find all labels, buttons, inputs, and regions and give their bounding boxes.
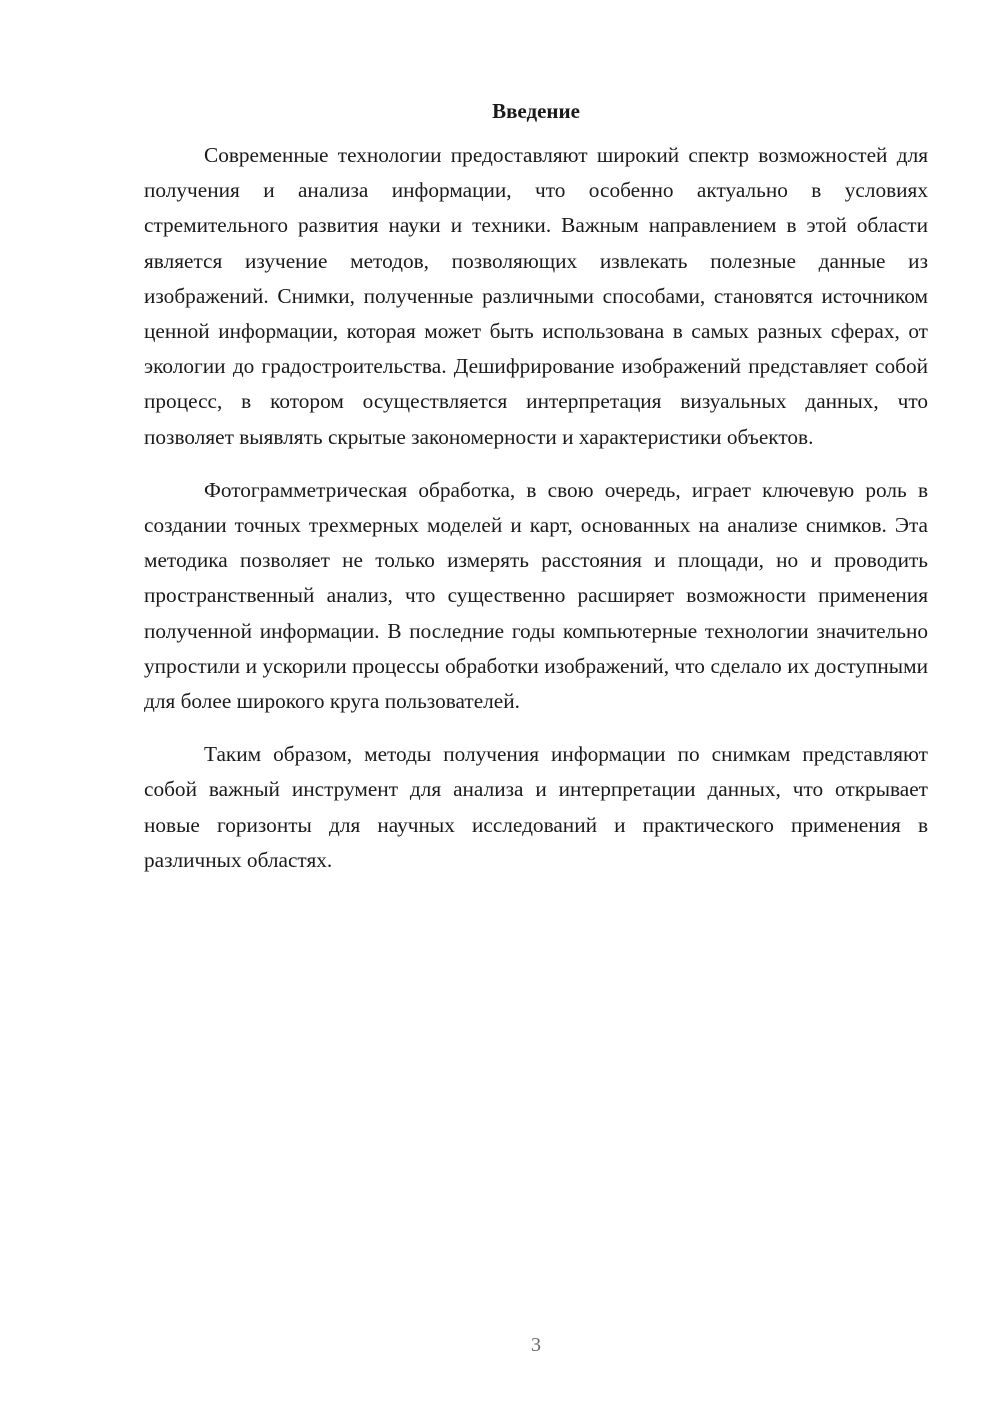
paragraph-photogrammetry: Фотограмметрическая обработка, в свою очередь, играет ключевую роль в создании точных трехмерных моделей и карт, основанных на анализе снимков. Эта методика позволяет не только измерять расстояния и площади, но и проводить пространственный анализ, что существенно расширяет возможности применения полученной информации. В последние годы компьютерные технологии значительно упростили и ускорили процессы обработки изображений, что сделало их доступными для более широкого круга пользователей. bbox=[144, 477, 928, 714]
page-number: 3 bbox=[531, 1334, 541, 1356]
paragraph-intro: Современные технологии предоставляют широкий спектр возможностей для получения и анализа информации, что особенно актуально в условиях стремительного развития науки и техники. Важным направлением в этой области является изучение методов, позволяющих извлекать полезные данные из изображений. Снимки, полученные различными способами, становятся источником ценной информации, которая может быть использована в самых разных сферах, от экологии до градостроительства. Дешифрирование изображений представляет собой процесс, в котором осуществляется интерпретация визуальных данных, что позволяет выявлять скрытые закономерности и характеристики объектов. bbox=[144, 143, 928, 449]
page-body bbox=[144, 96, 928, 878]
paragraph-conclusion: Таким образом, методы получения информации по снимкам представляют собой важный инструмент для анализа и интерпретации данных, что открывает новые горизонты для научных исследований и практического применения в различных областях. bbox=[144, 742, 928, 872]
section-heading: Введение bbox=[492, 99, 580, 123]
